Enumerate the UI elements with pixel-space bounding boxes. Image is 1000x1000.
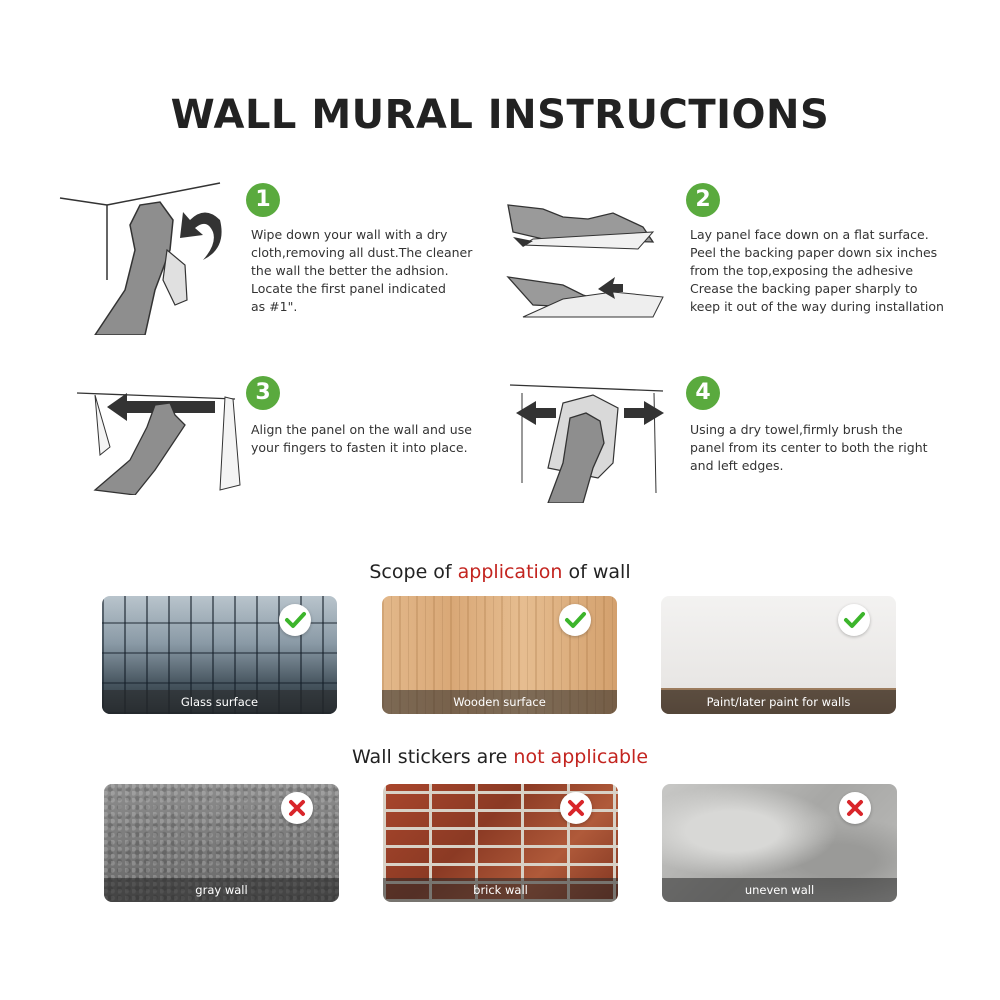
step-instruction: Using a dry towel,firmly brush the panel from its center to both the right and left edges. [690,422,928,473]
check-icon [838,604,870,636]
surface-card-brick [383,784,618,902]
hands-peeling-backing-icon [503,197,668,322]
step-number-badge: 4 [686,376,720,410]
check-icon [279,604,311,636]
surface-label: uneven wall [662,878,897,902]
surface-label: brick wall [383,878,618,902]
step-number-badge: 3 [246,376,280,410]
surface-card-wood [382,596,617,714]
cross-icon [281,792,313,824]
surface-card-gray [104,784,339,902]
step-number-badge: 2 [686,183,720,217]
step-instruction: Lay panel face down on a flat surface. Peel the backing paper down six inches from the top,exposing the adhesive Crease the backing paper sharply to keep it out of the way during installation [690,227,944,314]
not-applicable-section-title: Wall stickers are not applicable [351,746,649,768]
hand-brushing-panel-icon [508,383,668,503]
surface-card-glass [102,596,337,714]
page-title: WALL MURAL INSTRUCTIONS [170,92,830,138]
hand-aligning-panel-icon [75,385,245,495]
applicable-section-title: Scope of application of wall [369,561,631,583]
surface-label: Glass surface [102,690,337,714]
hand-wiping-wall-icon [55,180,235,335]
surface-label: gray wall [104,878,339,902]
check-icon [559,604,591,636]
surface-card-paint [661,596,896,714]
cross-icon [839,792,871,824]
surface-label: Wooden surface [382,690,617,714]
cross-icon [560,792,592,824]
step-number-badge: 1 [246,183,280,217]
surface-label: Paint/later paint for walls [661,690,896,714]
step-instruction: Wipe down your wall with a dry cloth,removing all dust.The cleaner the wall the better the adhsion. Locate the first panel indicated as #1". [251,227,473,314]
step-instruction: Align the panel on the wall and use your fingers to fasten it into place. [251,422,472,455]
surface-card-uneven [662,784,897,902]
